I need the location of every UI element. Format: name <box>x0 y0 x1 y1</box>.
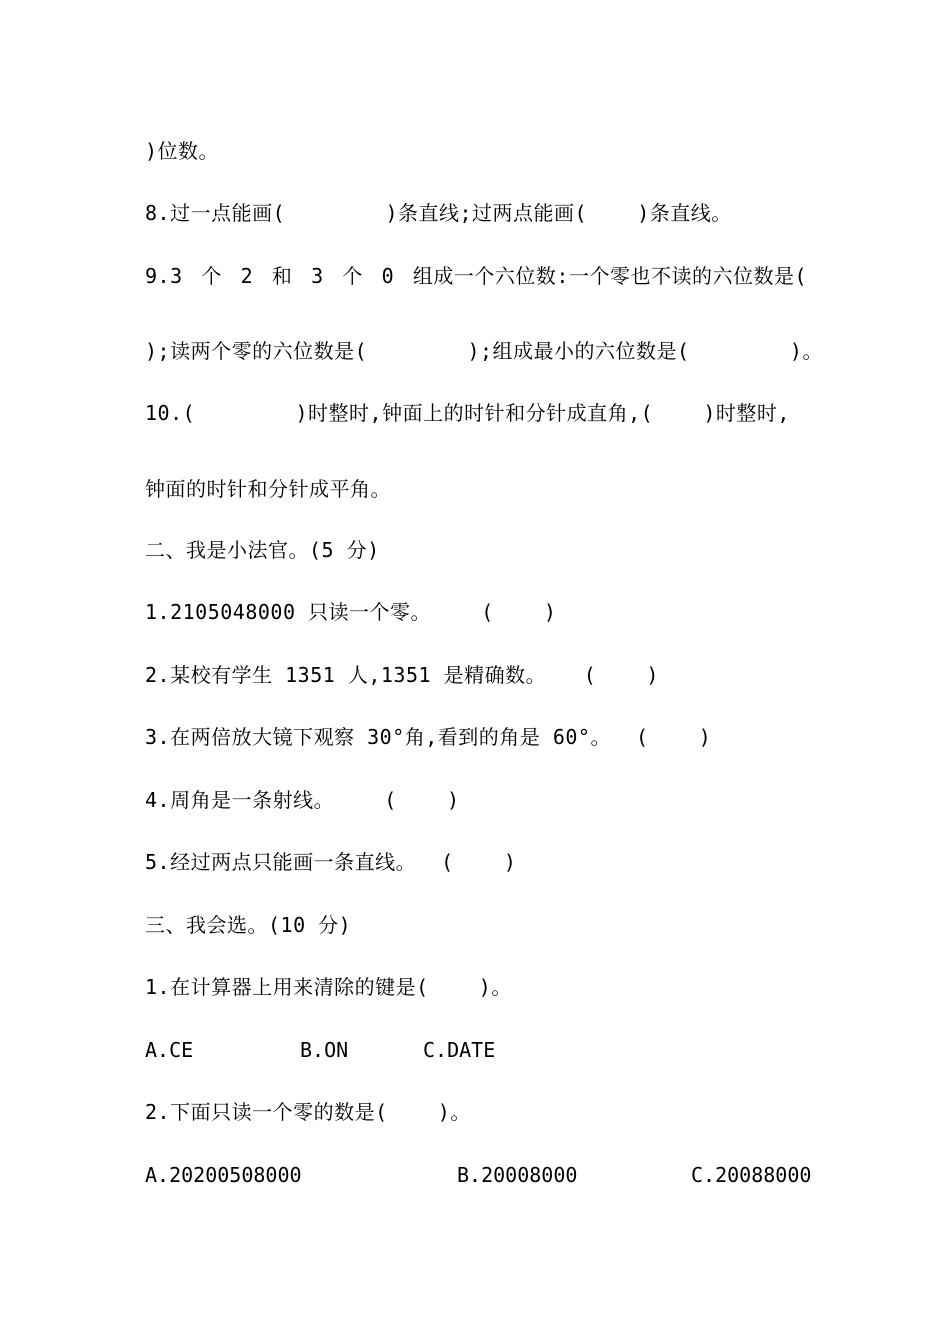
choice-2-option-b: B.20008000 <box>457 1163 578 1187</box>
question-10-line-1: 10.( )时整时,钟面上的时针和分针成直角,( )时整时, <box>145 401 790 425</box>
judge-item-5: 5.经过两点只能画一条直线。 ( ) <box>145 850 517 874</box>
q9-part: 个 <box>201 264 222 288</box>
q9-part: 3 <box>311 264 324 288</box>
judge-item-1: 1.2105048000 只读一个零。 ( ) <box>145 600 557 624</box>
judge-item-2: 2.某校有学生 1351 人,1351 是精确数。 ( ) <box>145 663 659 687</box>
q9-part: 和 <box>271 264 293 288</box>
section-2-heading: 二、我是小法官。(5 分) <box>145 538 380 562</box>
choice-question-2: 2.下面只读一个零的数是( )。 <box>145 1100 471 1124</box>
continued-line: )位数。 <box>145 139 220 163</box>
choice-1-option-a: A.CE <box>145 1038 194 1062</box>
question-8: 8.过一点能画( )条直线;过两点能画( )条直线。 <box>145 201 732 225</box>
q9-part: 2 <box>240 264 254 288</box>
choice-2-option-a: A.20200508000 <box>145 1163 302 1187</box>
q9-part: 9.3 <box>145 264 183 288</box>
choice-2-option-c: C.20088000 <box>691 1163 812 1187</box>
question-9-line-2: );读两个零的六位数是( );组成最小的六位数是( )。 <box>145 339 823 363</box>
section-3-heading: 三、我会选。(10 分) <box>145 913 352 937</box>
question-9-line-1 <box>145 262 807 290</box>
q9-part: 个 <box>342 264 363 288</box>
choice-1-option-b: B.ON <box>300 1038 349 1062</box>
judge-item-4: 4.周角是一条射线。 ( ) <box>145 788 460 812</box>
q9-part: 组成一个六位数:一个零也不读的六位数是( <box>412 264 807 288</box>
choice-question-1: 1.在计算器上用来清除的键是( )。 <box>145 975 512 999</box>
q9-part: 0 <box>381 264 395 288</box>
choice-1-option-c: C.DATE <box>423 1038 496 1062</box>
judge-item-3: 3.在两倍放大镜下观察 30°角,看到的角是 60°。 ( ) <box>145 725 712 749</box>
question-10-line-2: 钟面的时针和分针成平角。 <box>145 477 391 501</box>
